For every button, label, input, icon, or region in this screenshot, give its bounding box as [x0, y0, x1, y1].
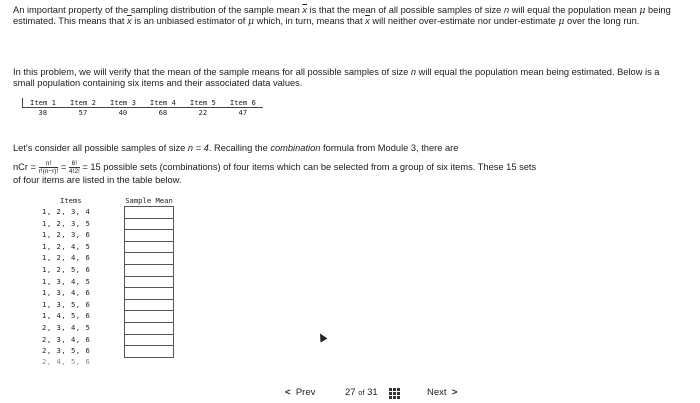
fraction-denominator: r!(n−r)!	[38, 168, 59, 176]
intro-text: is an unbiased estimator of	[131, 16, 248, 27]
mu-symbol: μ	[558, 16, 565, 28]
population-value: 57	[78, 108, 88, 117]
sample-items: 1, 2, 3, 4	[42, 207, 91, 216]
chevron-right-icon: >	[451, 387, 458, 398]
intro-text: will neither over-estimate nor under-estimate	[369, 16, 559, 27]
sample-mean-cell[interactable]	[125, 218, 174, 230]
sample-items: 1, 4, 5, 6	[42, 311, 91, 321]
chevron-left-icon: <	[285, 387, 291, 398]
sample-items: 1, 2, 3, 5	[42, 218, 91, 228]
grid-view-icon[interactable]	[389, 388, 400, 399]
mu-symbol: μ	[639, 5, 646, 16]
population-table	[22, 98, 263, 117]
current-page: 27	[345, 387, 356, 398]
fraction-denominator: 4!2!	[68, 168, 80, 176]
sample-mean-cell[interactable]	[125, 311, 174, 323]
formula-fraction-general	[39, 160, 59, 175]
sample-row	[38, 276, 174, 288]
sample-items: 2, 3, 5, 6	[42, 346, 91, 356]
population-header: Item 4	[143, 98, 183, 108]
prev-label: Prev	[295, 387, 316, 398]
n-symbol: n	[410, 67, 417, 77]
intro-text: over the long run.	[564, 16, 640, 27]
population-header: Item 2	[63, 98, 103, 108]
sample-row	[38, 334, 174, 346]
sample-row	[38, 230, 174, 242]
combination-paragraph	[13, 143, 683, 187]
sample-mean-cell[interactable]	[125, 334, 174, 346]
sample-row	[38, 311, 174, 323]
population-value-row	[23, 108, 263, 118]
sample-mean-cell[interactable]	[125, 230, 174, 242]
xbar-symbol: $\overline{x}$	[127, 16, 132, 27]
n-symbol: n	[503, 5, 510, 15]
sample-items: 2, 4, 5, 6	[42, 357, 91, 367]
sample-row	[38, 218, 174, 230]
prev-button[interactable]	[285, 387, 315, 398]
population-value: 38	[38, 108, 48, 117]
equals-sign: =	[60, 162, 67, 173]
sample-mean-cell[interactable]	[125, 288, 174, 300]
sample-row	[38, 253, 174, 265]
intro-paragraph	[13, 5, 678, 28]
total-pages: 31	[367, 387, 378, 398]
sample-row	[38, 288, 174, 300]
combination-text: formula from Module 3, there are	[320, 143, 459, 153]
sample-items: 1, 2, 4, 5	[42, 241, 91, 251]
problem-paragraph	[13, 67, 678, 90]
intro-text: is that the mean of all possible samples of size	[307, 5, 504, 15]
combination-term: combination	[270, 143, 321, 153]
combination-text: = 15 possible sets (combinations) of four items which can be selected from a group of six items. These 15 sets	[82, 162, 537, 173]
mu-symbol: μ	[247, 16, 255, 28]
sample-items: 1, 2, 4, 6	[42, 253, 91, 263]
sample-items: 2, 3, 4, 5	[42, 322, 91, 332]
sample-row	[38, 322, 174, 334]
items-header: Items	[60, 196, 82, 206]
combination-text: of four items are listed in the table below.	[13, 175, 182, 186]
sample-items: 1, 2, 5, 6	[42, 264, 91, 274]
sample-items: 1, 3, 4, 5	[42, 276, 91, 286]
problem-text: will equal the population mean being estimated. Below is a small population containing six items and their associated data values.	[13, 67, 660, 89]
fraction-numerator: n!	[39, 160, 59, 168]
page-of: of	[358, 388, 365, 397]
next-button[interactable]	[427, 387, 457, 398]
combination-text: Let's consider all possible samples of size	[13, 143, 188, 153]
sample-row	[38, 264, 174, 276]
sample-mean-cell[interactable]	[125, 299, 174, 311]
sample-items: 1, 2, 3, 6	[42, 230, 91, 240]
next-label: Next	[427, 387, 447, 398]
sample-mean-cell[interactable]	[125, 346, 174, 358]
mouse-cursor-icon	[317, 332, 328, 343]
problem-text: In this problem, we will verify that the mean of the sample means for all possible samples of size	[13, 67, 411, 77]
intro-text: which, in turn, means that	[254, 16, 366, 27]
population-value: 68	[158, 108, 168, 117]
sample-row	[38, 357, 174, 368]
sample-mean-header: Sample Mean	[125, 196, 173, 205]
sample-mean-cell[interactable]	[125, 264, 174, 276]
sample-mean-cell[interactable]	[125, 276, 174, 288]
sample-mean-cell[interactable]	[125, 241, 174, 253]
intro-text: being estimated. This means that	[13, 5, 671, 27]
population-value: 22	[198, 108, 208, 117]
population-header: Item 1	[23, 98, 63, 108]
population-header-row	[23, 98, 263, 108]
sample-row	[38, 207, 174, 219]
intro-text: An important property of the sampling distribution of the sample mean	[13, 5, 303, 15]
n-equation: n = 4	[187, 143, 209, 153]
population-header: Item 3	[103, 98, 143, 108]
sample-items: 1, 3, 5, 6	[42, 299, 91, 309]
xbar-symbol: $\overline{x}$	[302, 5, 308, 15]
population-value: 47	[238, 108, 248, 117]
xbar-symbol: $\overline{x}$	[365, 16, 370, 27]
sample-row	[38, 299, 174, 311]
population-value: 40	[118, 108, 128, 117]
intro-text: will equal the population mean	[509, 5, 640, 15]
population-header: Item 6	[223, 98, 263, 108]
population-header: Item 5	[183, 98, 223, 108]
samples-header-row	[38, 196, 174, 207]
sample-row	[38, 346, 174, 358]
combination-text: . Recalling the	[208, 143, 271, 153]
sample-mean-cell[interactable]	[125, 357, 174, 368]
page-indicator	[345, 387, 378, 398]
sample-mean-cell[interactable]	[125, 322, 174, 334]
samples-table	[38, 196, 174, 368]
sample-mean-cell[interactable]	[125, 253, 174, 265]
sample-mean-cell[interactable]	[125, 207, 174, 219]
formula-fraction-specific	[69, 160, 80, 175]
combination-lhs: nCr =	[13, 162, 36, 173]
sample-items: 2, 3, 4, 6	[42, 334, 91, 344]
sample-row	[38, 241, 174, 253]
formula-line	[13, 160, 683, 175]
fraction-numerator: 6!	[69, 160, 80, 168]
sample-items: 1, 3, 4, 6	[42, 288, 91, 298]
